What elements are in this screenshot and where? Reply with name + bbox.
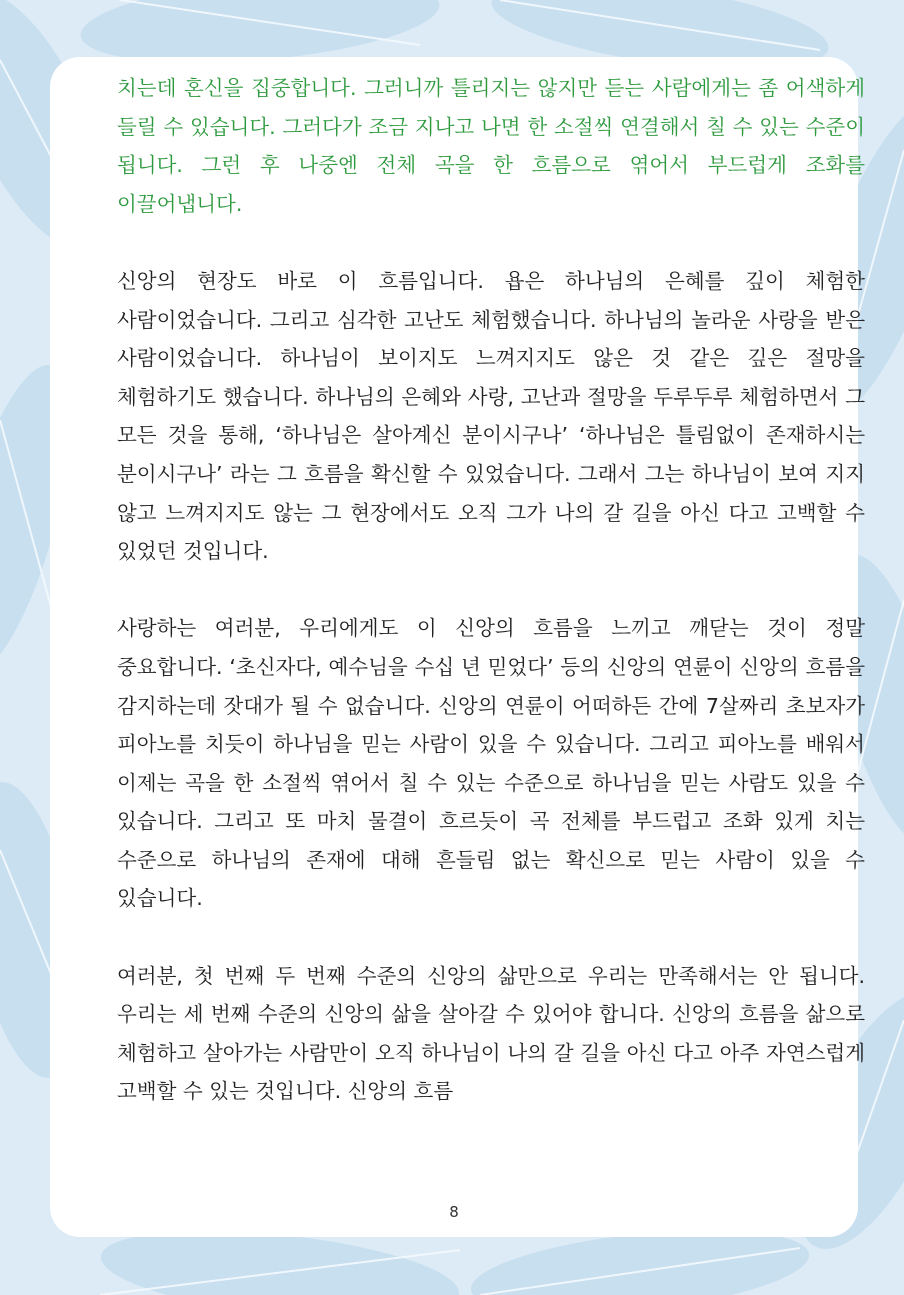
paragraph-job-faith: 신앙의 현장도 바로 이 흐름입니다. 욥은 하나님의 은혜를 깊이 체험한 사람이었습니다. 그리고 심각한 고난도 체험했습니다. 하나님의 놀라운 사랑을 받은 사람이었습니다. 하나님이 보이지도 느껴지지도 않은 것 같은 깊은 절망을 체험하기도 했습니다. 하나님의 은혜와 사랑, 고난과 절망을 두루두루 체험하면서 그 모든 것을 통해, ‘하나님은 살아계신 분이시구나’ ‘하나님은 틀림없이 존재하시는 분이시구나’ 라는 그 흐름을 확신할 수 있었습니다. 그래서 그는 하나님이 보여 지지 않고 느껴지지도 않는 그 현장에서도 오직 그가 나의 갈 길을 아신 다고 고백할 수 있었던 것입니다.: [117, 268, 865, 564]
paragraph-faith-flow: 사랑하는 여러분, 우리에게도 이 신앙의 흐름을 느끼고 깨닫는 것이 정말 중요합니다. ‘초신자다, 예수님을 수십 년 믿었다’ 등의 신앙의 연륜이 신앙의 흐름을 감지하는데 잣대가 될 수 없습니다. 신앙의 연륜이 어떠하든 간에 7살짜리 초보자가 피아노를 치듯이 하나님을 믿는 사람이 있을 수 있습니다. 그리고 피아노를 배워서 이제는 곡을 한 소절씩 엮어서 칠 수 있는 수준으로 하나님을 믿는 사람도 있을 수 있습니다. 그리고 또 마치 물결이 흐르듯이 곡 전체를 부드럽고 조화 있게 치는 수준으로 하나님의 존재에 대해 흔들림 없는 확신으로 믿는 사람이 있을 수 있습니다.: [117, 616, 865, 911]
document-page: [50, 57, 865, 1237]
page-number: 8: [449, 1203, 459, 1221]
paragraph-third-level: 여러분, 첫 번째 두 번째 수준의 신앙의 삶만으로 우리는 만족해서는 안 됩니다. 우리는 세 번째 수준의 신앙의 삶을 살아갈 수 있어야 합니다. 신앙의 흐름을 삶으로 체험하고 살아가는 사람만이 오직 하나님이 나의 갈 길을 아신 다고 아주 자연스럽게 고백할 수 있는 것입니다. 신앙의 흐름: [117, 963, 865, 1104]
body-text: [117, 69, 865, 1111]
paragraph-continuation: 치는데 혼신을 집중합니다. 그러니까 틀리지는 않지만 듣는 사람에게는 좀 어색하게 들릴 수 있습니다. 그러다가 조금 지나고 나면 한 소절씩 연결해서 칠 수 있는 수준이 됩니다. 그런 후 나중엔 전체 곡을 한 흐름으로 엮어서 부드럽게 조화를 이끌어냅니다.: [117, 76, 865, 216]
